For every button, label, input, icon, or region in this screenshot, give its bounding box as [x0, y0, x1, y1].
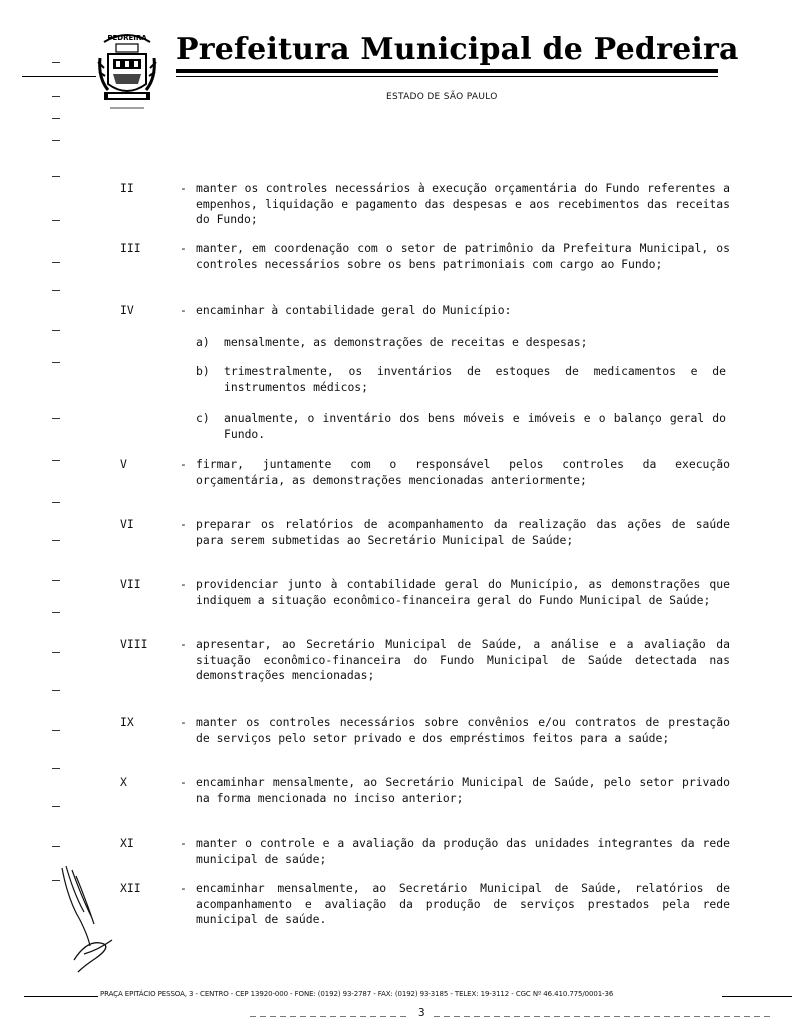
subitem-a	[196, 335, 726, 351]
clause-v	[120, 457, 730, 488]
clause-text: preparar os relatórios de acompanhamento da realização das ações de saúde para serem submetidas ao Secretário Municipal de Saúde;	[196, 517, 730, 547]
clause-x	[120, 775, 730, 806]
footer-rule-left	[24, 996, 98, 997]
clause-text: apresentar, ao Secretário Municipal de Saúde, a análise e a avaliação da situação econômico-financeira do Fundo Municipal de Saúde detectada nas demonstrações mencionadas;	[196, 637, 730, 683]
clause-text: encaminhar mensalmente, ao Secretário Municipal de Saúde, relatórios de acompanhamento e avaliação da produção de serviços prestados pela rede municipal de saúde.	[196, 881, 730, 927]
clause-number: IV	[120, 303, 134, 317]
page-number: 3	[418, 1006, 425, 1019]
clause-number: XI	[120, 836, 134, 850]
clause-dash: -	[180, 881, 187, 895]
bottom-dashed-rule-right	[434, 1016, 774, 1017]
footer-rule-right	[722, 996, 792, 997]
municipal-seal	[96, 28, 158, 116]
clause-vi	[120, 517, 730, 548]
clause-xii	[120, 881, 730, 928]
subitem-b	[196, 364, 726, 395]
header-rule-thin	[176, 76, 718, 77]
subitem-label: a)	[196, 335, 210, 349]
header-rule-thick	[176, 69, 718, 73]
clause-number: II	[120, 181, 134, 195]
bottom-dashed-rule-left	[250, 1016, 410, 1017]
page-title: Prefeitura Municipal de Pedreira	[176, 32, 739, 67]
clause-dash: -	[180, 181, 187, 195]
clause-text: manter os controles necessários sobre convênios e/ou contratos de prestação de serviços pelo setor privado e dos empréstimos feitos para a saúde;	[196, 715, 730, 745]
clause-ix	[120, 715, 730, 746]
clause-dash: -	[180, 303, 187, 317]
clause-text: manter o controle e a avaliação da produção das unidades integrantes da rede municipal de saúde;	[196, 836, 730, 866]
state-name: ESTADO DE SÃO PAULO	[386, 92, 498, 102]
subitem-c	[196, 411, 726, 442]
clause-viii	[120, 637, 730, 684]
clause-number: XII	[120, 881, 141, 895]
clause-dash: -	[180, 775, 187, 789]
subitem-label: b)	[196, 364, 210, 378]
clause-number: III	[120, 241, 141, 255]
clause-text: providenciar junto à contabilidade geral do Município, as demonstrações que indiquem a situação econômico-financeira geral do Fundo Municipal de Saúde;	[196, 577, 730, 607]
subitem-text: trimestralmente, os inventários de estoques de medicamentos e de instrumentos médicos;	[224, 364, 726, 394]
clause-text: firmar, juntamente com o responsável pelos controles da execução orçamentária, as demonstrações mencionadas anteriormente;	[196, 457, 730, 487]
subitem-text: anualmente, o inventário dos bens móveis e imóveis e o balanço geral do Fundo.	[224, 411, 726, 441]
header-rule-left	[22, 76, 96, 77]
clause-dash: -	[180, 457, 187, 471]
clause-text: encaminhar à contabilidade geral do Município:	[196, 303, 512, 317]
clause-number: VIII	[120, 637, 148, 651]
clause-iii	[120, 241, 730, 272]
footer-address: PRAÇA EPITÁCIO PESSOA, 3 - CENTRO - CEP 13920-000 - FONE: (0192) 93-2787 - FAX: (0192) 93-3185 - TELEX: 19-3112 - CGC Nº 46.410.775/0001-36	[100, 990, 614, 998]
clause-dash: -	[180, 715, 187, 729]
clause-dash: -	[180, 517, 187, 531]
clause-dash: -	[180, 241, 187, 255]
clause-number: VII	[120, 577, 141, 591]
clause-text: manter, em coordenação com o setor de patrimônio da Prefeitura Municipal, os controles necessários sobre os bens patrimoniais com cargo ao Fundo;	[196, 241, 730, 271]
clause-ii	[120, 181, 730, 228]
clause-dash: -	[180, 836, 187, 850]
clause-vii	[120, 577, 730, 608]
clause-text: manter os controles necessários à execução orçamentária do Fundo referentes a empenhos, liquidação e pagamento das despesas e aos recebimentos das receitas do Fundo;	[196, 181, 730, 227]
clause-number: V	[120, 457, 127, 471]
clause-text: encaminhar mensalmente, ao Secretário Municipal de Saúde, pelo setor privado na forma mencionada no inciso anterior;	[196, 775, 730, 805]
clause-iv	[120, 303, 730, 319]
clause-dash: -	[180, 637, 187, 651]
seal-text: PEDREIRA	[107, 34, 147, 42]
clause-dash: -	[180, 577, 187, 591]
handwritten-signature	[54, 860, 124, 980]
clause-number: VI	[120, 517, 134, 531]
clause-number: IX	[120, 715, 134, 729]
subitem-label: c)	[196, 411, 210, 425]
clause-xi	[120, 836, 730, 867]
clause-number: X	[120, 775, 127, 789]
subitem-text: mensalmente, as demonstrações de receitas e despesas;	[224, 335, 588, 349]
